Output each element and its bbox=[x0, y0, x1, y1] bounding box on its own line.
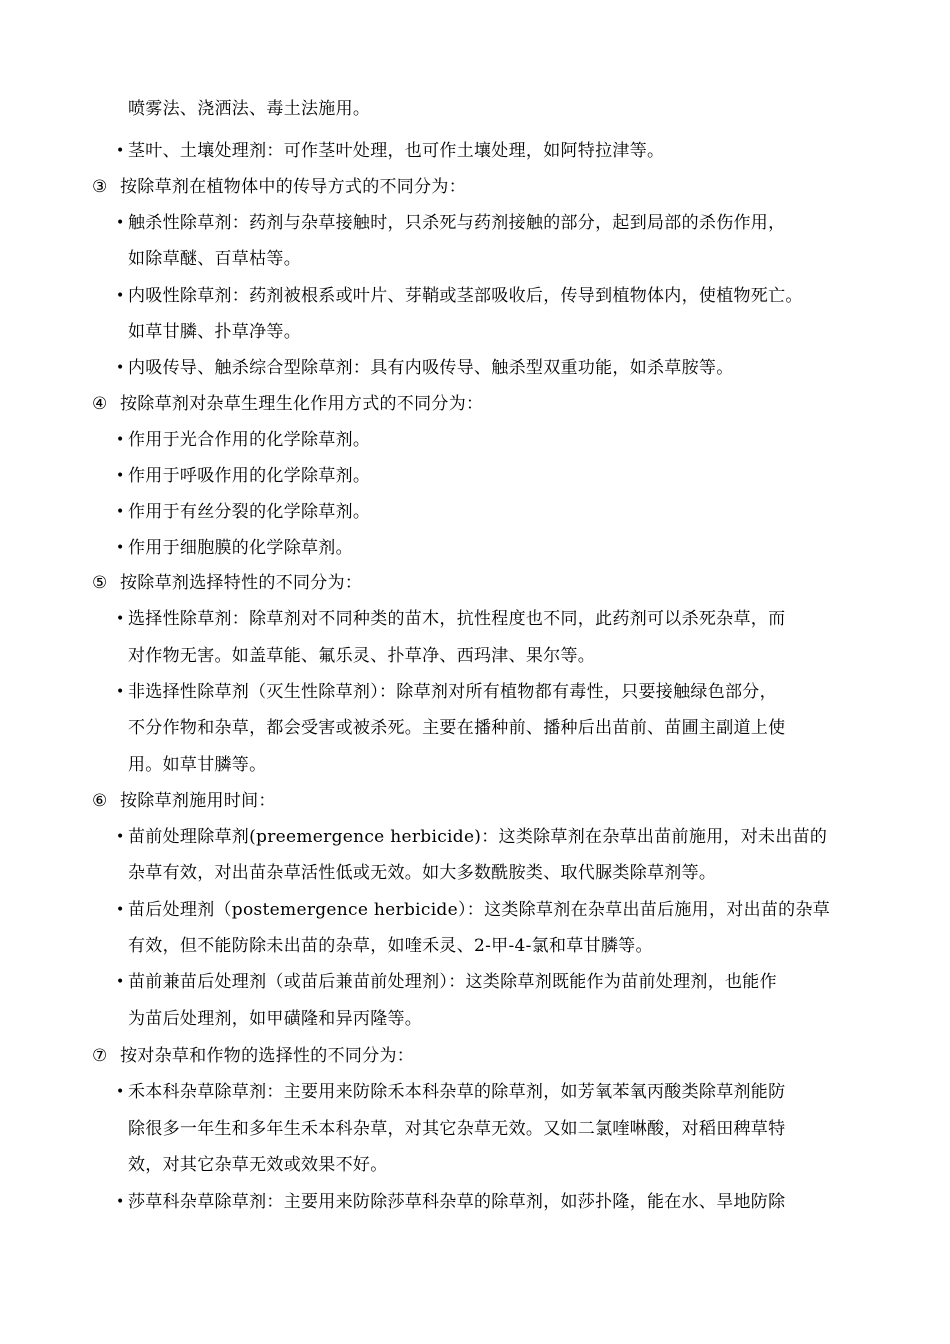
text-line: 作用于细胞膜的化学除草剂。 bbox=[128, 538, 353, 558]
text-line: 除很多一年生和多年生禾本科杂草，对其它杂草无效。又如二氯喹啉酸，对稻田稗草特 bbox=[128, 1119, 786, 1139]
text-line: 效，对其它杂草无效或效果不好。 bbox=[128, 1155, 388, 1175]
bullet-icon: • bbox=[116, 143, 125, 159]
bullet-icon: • bbox=[116, 1084, 125, 1100]
bullet-icon: • bbox=[116, 540, 125, 556]
bullet-icon: • bbox=[116, 974, 125, 990]
text-line: 选择性除草剂：除草剂对不同种类的苗木，抗性程度也不同，此药剂可以杀死杂草，而 bbox=[128, 609, 786, 629]
bullet-icon: • bbox=[116, 215, 125, 231]
text-line: 杂草有效，对出苗杂草活性低或无效。如大多数酰胺类、取代脲类除草剂等。 bbox=[128, 863, 717, 883]
text-line: 内吸性除草剂：药剂被根系或叶片、芽鞘或茎部吸收后，传导到植物体内，使植物死亡。 bbox=[128, 286, 803, 306]
text-line: 如除草醚、百草枯等。 bbox=[128, 249, 301, 269]
section-number-4: ④ bbox=[92, 394, 108, 414]
section-heading: 按除草剂对杂草生理生化作用方式的不同分为： bbox=[120, 394, 484, 414]
bullet-icon: • bbox=[116, 611, 125, 627]
bullet-icon: • bbox=[116, 360, 125, 376]
text-line: 苗前兼苗后处理剂（或苗后兼苗前处理剂）：这类除草剂既能作为苗前处理剂，也能作 bbox=[128, 972, 777, 992]
section-number-6: ⑥ bbox=[92, 791, 108, 811]
bullet-icon: • bbox=[116, 902, 125, 918]
bullet-icon: • bbox=[116, 432, 125, 448]
text-line: 触杀性除草剂：药剂与杂草接触时，只杀死与药剂接触的部分，起到局部的杀伤作用， bbox=[128, 213, 786, 233]
text-line: 非选择性除草剂（灭生性除草剂）：除草剂对所有植物都有毒性，只要接触绿色部分， bbox=[128, 682, 777, 702]
bullet-icon: • bbox=[116, 1194, 125, 1210]
section-heading: 按除草剂选择特性的不同分为： bbox=[120, 573, 363, 593]
text-line: 作用于呼吸作用的化学除草剂。 bbox=[128, 466, 371, 486]
text-line: 作用于光合作用的化学除草剂。 bbox=[128, 430, 371, 450]
text-line: 有效，但不能防除未出苗的杂草，如喹禾灵、2-甲-4-氯和草甘膦等。 bbox=[128, 936, 653, 956]
text-line: 作用于有丝分裂的化学除草剂。 bbox=[128, 502, 371, 522]
text-line: 莎草科杂草除草剂：主要用来防除莎草科杂草的除草剂，如莎扑隆，能在水、旱地防除 bbox=[128, 1192, 786, 1212]
text-line: 茎叶、土壤处理剂：可作茎叶处理，也可作土壤处理，如阿特拉津等。 bbox=[128, 141, 665, 161]
text-line: 苗后处理剂（postemergence herbicide）：这类除草剂在杂草出苗后施用，对出苗的杂草 bbox=[128, 900, 831, 920]
text-line: 禾本科杂草除草剂：主要用来防除禾本科杂草的除草剂，如芳氧苯氧丙酸类除草剂能防 bbox=[128, 1082, 786, 1102]
bullet-icon: • bbox=[116, 468, 125, 484]
text-line: 用。如草甘膦等。 bbox=[128, 755, 267, 775]
text-line: 对作物无害。如盖草能、氟乐灵、扑草净、西玛津、果尔等。 bbox=[128, 646, 596, 666]
section-number-5: ⑤ bbox=[92, 573, 108, 593]
text-line: 如草甘膦、扑草净等。 bbox=[128, 322, 301, 342]
text-line: 苗前处理除草剂(preemergence herbicide)：这类除草剂在杂草出苗前施用，对未出苗的 bbox=[128, 827, 828, 847]
section-heading: 按对杂草和作物的选择性的不同分为： bbox=[120, 1046, 415, 1066]
bullet-icon: • bbox=[116, 829, 125, 845]
section-number-7: ⑦ bbox=[92, 1046, 108, 1066]
text-line: 喷雾法、浇洒法、毒土法施用。 bbox=[128, 99, 371, 119]
section-heading: 按除草剂在植物体中的传导方式的不同分为： bbox=[120, 177, 466, 197]
text-line: 不分作物和杂草，都会受害或被杀死。主要在播种前、播种后出苗前、苗圃主副道上使 bbox=[128, 718, 786, 738]
text-line: 为苗后处理剂，如甲磺隆和异丙隆等。 bbox=[128, 1009, 423, 1029]
section-number-3: ③ bbox=[92, 177, 108, 197]
bullet-icon: • bbox=[116, 684, 125, 700]
bullet-icon: • bbox=[116, 504, 125, 520]
text-line: 内吸传导、触杀综合型除草剂：具有内吸传导、触杀型双重功能，如杀草胺等。 bbox=[128, 358, 734, 378]
section-heading: 按除草剂施用时间： bbox=[120, 791, 276, 811]
bullet-icon: • bbox=[116, 288, 125, 304]
